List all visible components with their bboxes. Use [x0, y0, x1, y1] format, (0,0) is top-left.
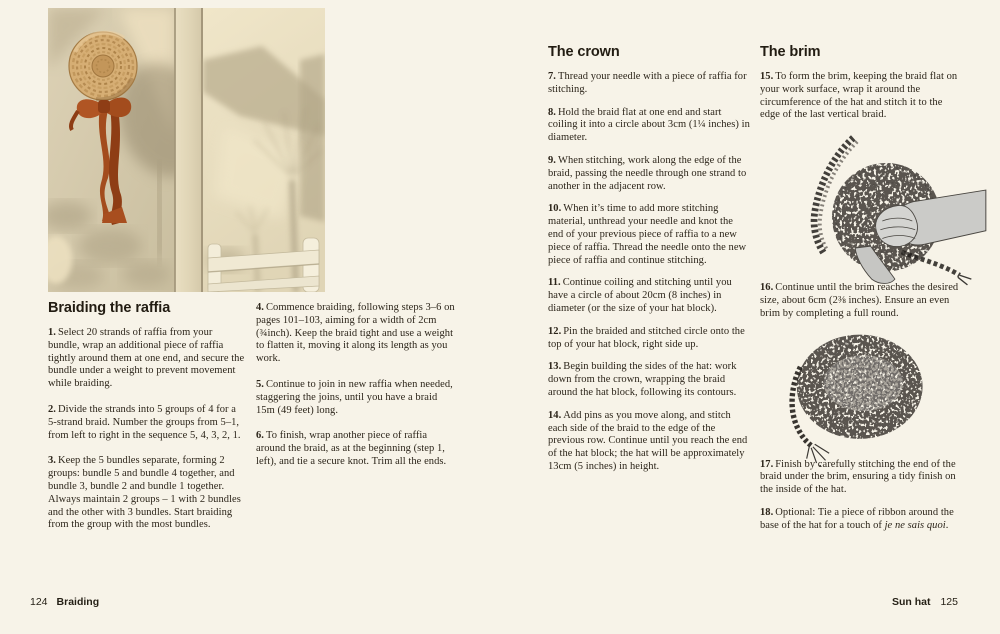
step-text: Begin building the sides of the hat: work down from the crown, wrapping the braid around the hat block, following its contours.: [548, 361, 737, 398]
step-number: 15.: [760, 71, 774, 82]
page-number-right: 125: [940, 596, 958, 608]
step-number: 7.: [548, 71, 556, 82]
step-12: [548, 326, 750, 352]
step-text: Continue to join in new raffia when needed, staggering the joins, until you have a braid 15m (49 feet) long.: [256, 378, 453, 416]
step-number: 9.: [548, 154, 556, 166]
step-number: 17.: [760, 458, 774, 470]
step-13: [548, 361, 750, 399]
step-8: [548, 107, 750, 145]
step-text-tail: .: [945, 519, 949, 531]
crown-column: [548, 44, 750, 484]
footer-right: [892, 596, 958, 608]
brim-illustration: [768, 331, 946, 455]
step-text: When it’s time to add more stitching material, unthread your needle and knot the end of your previous piece of raffia to a new piece of raffia. Thread the needle onto the new piece of raffia and continue stitching.: [548, 203, 747, 266]
section-title-braiding: Braiding the raffia: [48, 300, 171, 316]
step-number: 2.: [48, 403, 56, 415]
step-text: Finish by carefully stitching the end of the braid under the brim, ensuring a tidy finish on the inside of the hat.: [760, 458, 956, 496]
step-16: [760, 282, 960, 320]
step-number: 13.: [548, 361, 562, 373]
step-text: Thread your needle with a piece of raffia for stitching.: [548, 71, 747, 95]
page-number-left: 124: [30, 596, 48, 608]
chapter-label-left: Braiding: [56, 596, 100, 608]
step-6: [256, 430, 456, 468]
step-11: [548, 277, 750, 315]
step-3: [48, 455, 246, 532]
step-number: 4.: [256, 302, 264, 313]
step-number: 6.: [256, 430, 264, 442]
step-number: 16.: [760, 282, 774, 294]
step-text: Commence braiding, following steps 3–6 on pages 101–103, aiming for a width of 2cm (¾inch). Keep the braid tight and use a weight to flatten it, moving it along its length as you work.: [256, 302, 455, 365]
step-text: Keep the 5 bundles separate, forming 2 groups: bundle 5 and bundle 4 together, and bundle 3, bundle 2 and bundle 1 together. Always maintain 2 groups – 1 with 2 bundles and the other with 3 bundles. Start braiding from the group with the most bundles.: [48, 455, 241, 531]
step-text: Add pins as you move along, and stitch each side of the braid to the edge of the previous row. Continue until you reach the end of the hat block; the hat will be approximately 13cm (5 inches) in height.: [548, 409, 748, 472]
step-7: [548, 71, 750, 97]
step-number: 12.: [548, 325, 562, 337]
brim-column: [760, 44, 960, 543]
left-column-2: [256, 302, 456, 482]
step-number: 14.: [548, 409, 562, 421]
step-text: Continue coiling and stitching until you have a circle of about 20cm (8 inches) in diameter (or the size of your hat block).: [548, 277, 732, 314]
left-column-1: [48, 300, 246, 545]
hat-on-wall-photo: [48, 8, 325, 292]
step-14: [548, 410, 750, 474]
step-18: [760, 507, 960, 533]
step-9: [548, 155, 750, 193]
step-text: Select 20 strands of raffia from your bundle, wrap an additional piece of raffia tightly around them at one end, and secure the bundle under a weight to prevent movement while braiding.: [48, 327, 245, 390]
step-1: [48, 327, 246, 391]
section-title-crown: The crown: [548, 44, 620, 60]
step-2: [48, 404, 246, 442]
section-title-brim: The brim: [760, 44, 821, 60]
step-text: Continue until the brim reaches the desired size, about 6cm (2⅜ inches). Ensure an even brim by completing a full round.: [760, 282, 959, 319]
chapter-label-right: Sun hat: [891, 596, 931, 608]
step-15: [760, 71, 960, 122]
step-text: To finish, wrap another piece of raffia around the braid, as at the beginning (step 1, left), and tie a secure knot. Trim all the ends.: [256, 430, 447, 467]
footer-left: [30, 596, 99, 608]
step-text: Pin the braided and stitched circle onto the top of your hat block, right side up.: [548, 325, 745, 350]
step-text: To form the brim, keeping the braid flat on your work surface, wrap it around the circumference of the hat and stitch it to the edge of the last vertical braid.: [760, 71, 958, 121]
step-text: Optional: Tie a piece of ribbon around the base of the hat for a touch of: [760, 506, 954, 531]
step-number: 1.: [48, 327, 56, 338]
step-number: 8.: [548, 106, 556, 118]
step-text: When stitching, work along the edge of the braid, passing the needle through one strand to another in the adjacent row.: [548, 154, 747, 192]
crown-stitching-illustration: [794, 132, 989, 282]
step-number: 10.: [548, 203, 562, 215]
step-4: [256, 302, 456, 366]
step-10: [548, 203, 750, 267]
step-number: 5.: [256, 378, 264, 390]
step-number: 11.: [548, 277, 561, 289]
step-text-italic: je ne sais quoi: [884, 519, 946, 531]
step-17: [760, 459, 960, 497]
step-number: 3.: [48, 455, 56, 467]
step-text: Divide the strands into 5 groups of 4 for a 5-strand braid. Number the groups from 5–1, from left to right in the sequence 5, 4, 3, 2, 1.: [48, 403, 241, 441]
step-text: Hold the braid flat at one end and start coiling it into a circle about 3cm (1¼ inches) in diameter.: [548, 106, 750, 144]
step-number: 18.: [760, 506, 774, 518]
step-5: [256, 379, 456, 417]
